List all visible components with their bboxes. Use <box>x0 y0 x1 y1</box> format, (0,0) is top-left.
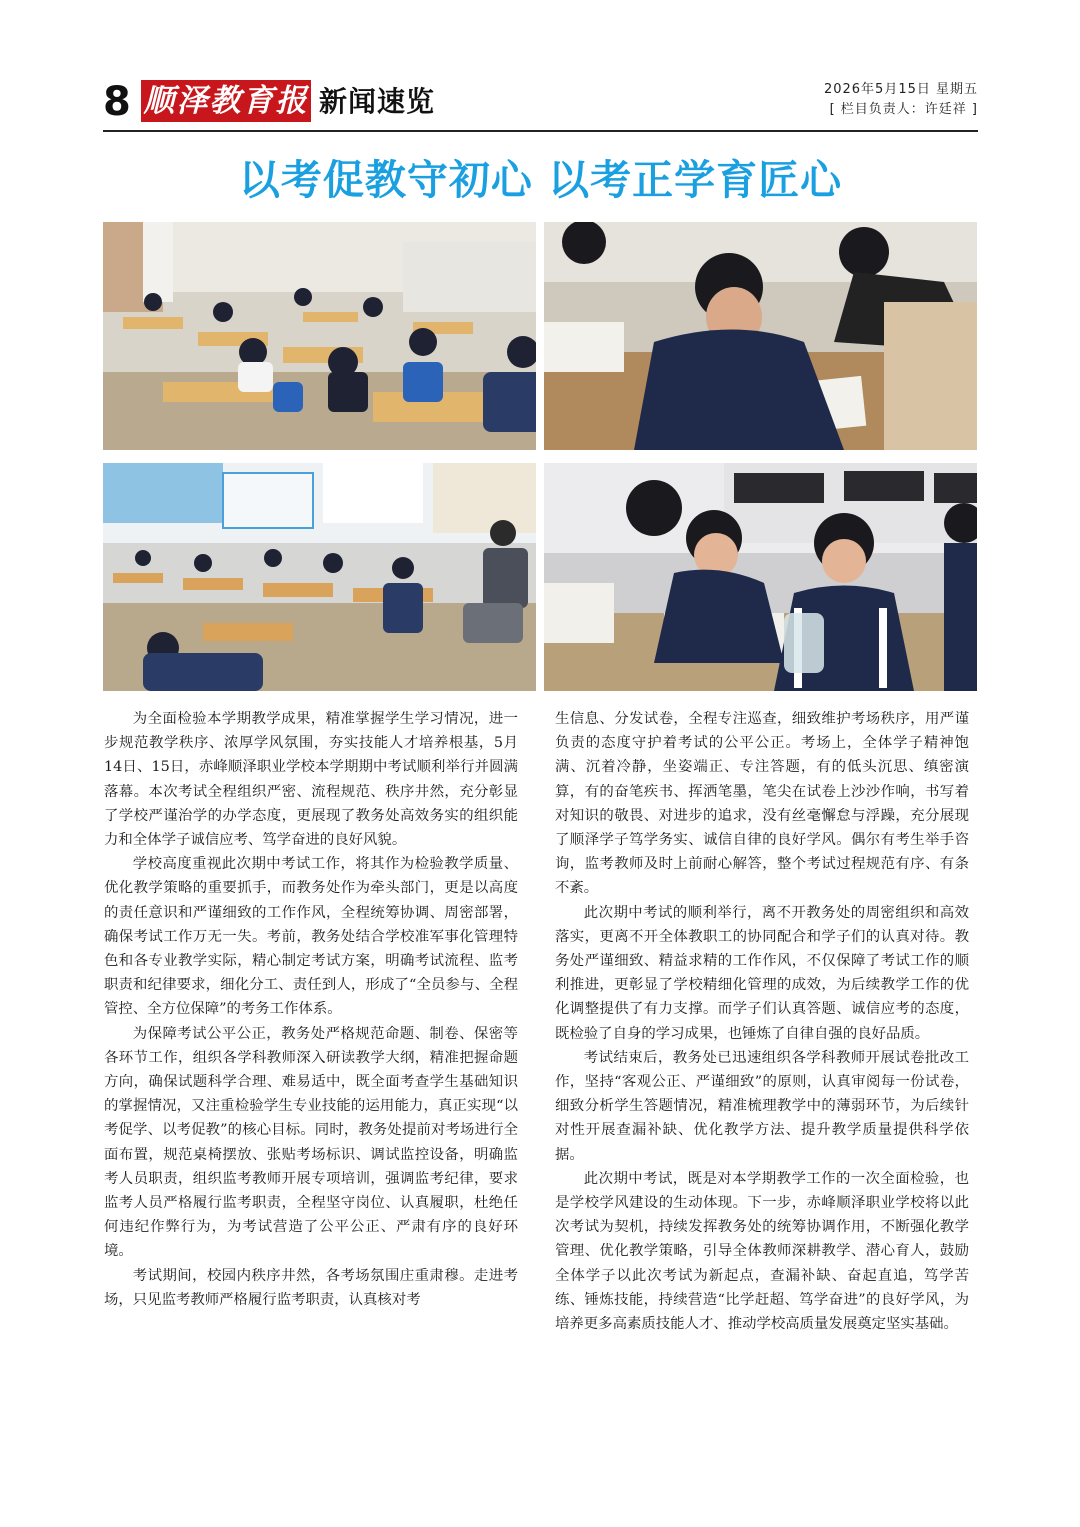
article-paragraph: 为保障考试公平公正，教务处严格规范命题、制卷、保密等各环节工作，组织各学科教师深入研读教学大纲，精准把握命题方向，确保试题科学合理、难易适中，既全面考查学生基础知识的掌握情况，又注重检验学生专业技能的运用能力，真正实现“以考促学、以考促教”的核心目标。同时，教务处提前对考场进行全面布置，规范桌椅摆放、张贴考场标识、调试监控设备，明确监考人员职责，组织监考教师开展专项培训，强调监考纪律，要求监考人员严格履行监考职责，全程坚守岗位、认真履职，杜绝任何违纪作弊行为，为考试营造了公平公正、严肃有序的良好环境。 <box>104 1025 518 1260</box>
article-paragraph: 此次期中考试的顺利举行，离不开教务处的周密组织和高效落实，更离不开全体教职工的协同配合和学子们的认真对待。教务处严谨细致、精益求精的工作作风，不仅保障了考试工作的顺利推进，更彰显了学校精细化管理的成效，为后续教学工作的优化调整提供了有力支撑。而学子们认真答题、诚信应考的态度，既检验了自身的学习成果，也锤炼了自律自强的良好品质。 <box>555 904 969 1042</box>
masthead <box>103 76 978 132</box>
issue-date: 2026年5月15日 星期五 <box>823 82 978 97</box>
article-paragraph: 学校高度重视此次期中考试工作，将其作为检验教学质量、优化教学策略的重要抓手，而教务处作为牵头部门，更是以高度的责任意识和严谨细致的工作作风，全程统筹协调、周密部署，确保考试工作万无一失。考前，教务处结合学校准军事化管理特色和各专业教学实际，精心制定考试方案，明确考试流程、监考职责和纪律要求，细化分工、责任到人，形成了“全员参与、全程管控、全方位保障”的考务工作体系。 <box>104 856 518 1018</box>
article-paragraph: 为全面检验本学期教学成果，精准掌握学生学习情况，进一步规范教学秩序、浓厚学风氛围，夯实技能人才培养根基，5月14日、15日，赤峰顺泽职业学校本学期期中考试顺利举行并圆满落幕。本次考试全程组织严密、流程规范、秩序井然，充分彰显了学校严谨治学的办学态度，更展现了教务处高效务实的组织能力和全体学子诚信应考、笃学奋进的良好风貌。 <box>104 711 518 849</box>
article-column-left <box>104 707 518 1312</box>
article-paragraph: 生信息、分发试卷，全程专注巡查，细致维护考场秩序，用严谨负责的态度守护着考试的公平公正。考场上，全体学子精神饱满、沉着冷静，坐姿端正、专注答题，有的低头沉思、缜密演算，有的奋笔疾书、挥洒笔墨，笔尖在试卷上沙沙作响，书写着对知识的敬畏、对进步的追求，没有丝毫懈怠与浮躁，充分展现了顺泽学子笃学务实、诚信自律的良好学风。偶尔有考生举手咨询，监考教师及时上前耐心解答，整个考试过程规范有序、有条不紊。 <box>555 711 969 897</box>
column-editor: [ 栏目负责人：许廷祥 ] <box>829 102 978 117</box>
article-column-right <box>555 707 969 1336</box>
page-number: 8 <box>103 79 131 125</box>
photo-student-writing <box>544 222 977 450</box>
photo-classroom-exam <box>103 222 536 450</box>
section-title: 新闻速览 <box>319 85 436 118</box>
photo-students-answering <box>544 463 977 691</box>
article-paragraph: 考试期间，校园内秩序井然，各考场氛围庄重肃穆。走进考场，只见监考教师严格履行监考职责，认真核对考 <box>104 1267 518 1308</box>
masthead-info <box>824 80 978 120</box>
photo-exam-hall-invigilator <box>103 463 536 691</box>
newspaper-logo: 顺泽教育报 <box>141 80 311 122</box>
article-paragraph: 考试结束后，教务处已迅速组织各学科教师开展试卷批改工作，坚持“客观公正、严谨细致”的原则，认真审阅每一份试卷，细致分析学生答题情况，精准梳理教学中的薄弱环节，为后续针对性开展查漏补缺、优化教学方法、提升教学质量提供科学依据。 <box>555 1049 969 1163</box>
article-headline: 以考促教守初心 以考正学育匠心 <box>238 156 843 204</box>
article-paragraph: 此次期中考试，既是对本学期教学工作的一次全面检验，也是学校学风建设的生动体现。下一步，赤峰顺泽职业学校将以此次考试为契机，持续发挥教务处的统筹协调作用，不断强化教学管理、优化教学策略，引导全体教师深耕教学、潜心育人，鼓励全体学子以此次考试为新起点，查漏补缺、奋起直追，笃学苦练、锤炼技能，持续营造“比学赶超、笃学奋进”的良好学风，为培养更多高素质技能人才、推动学校高质量发展奠定坚实基础。 <box>555 1170 969 1333</box>
masthead-divider <box>103 130 978 132</box>
